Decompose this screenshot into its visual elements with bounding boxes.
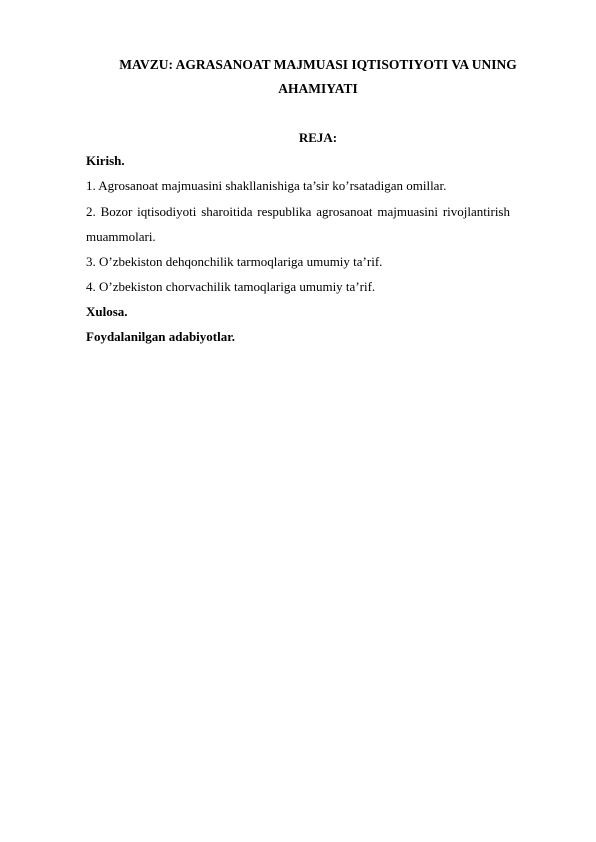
plan-item-references: Foydalanilgan adabiyotlar. — [86, 329, 236, 344]
plan-item-3: 3. O’zbekiston dehqonchilik tarmoqlariga umumiy ta’rif. — [86, 254, 383, 269]
document-title-line-2: AHAMIYATI — [278, 81, 358, 96]
plan-item-conclusion: Xulosa. — [86, 304, 128, 319]
plan-item-4: 4. O’zbekiston chorvachilik tamoqlariga umumiy ta’rif. — [86, 279, 376, 294]
plan-item-2-line-2: muammolari. — [86, 229, 156, 244]
document-title-line-1: MAVZU: AGRASANOAT MAJMUASI IQTISOTIYOTI VA UNING — [119, 57, 517, 72]
plan-item-2-line-1: 2. Bozor iqtisodiyoti sharoitida respublika agrosanoat majmuasini rivojlantirish — [86, 204, 510, 219]
plan-item-intro: Kirish. — [86, 153, 125, 168]
plan-item-1: 1. Agrosanoat majmuasini shakllanishiga ta’sir ko’rsatadigan omillar. — [86, 178, 447, 193]
plan-heading: REJA: — [298, 130, 338, 145]
